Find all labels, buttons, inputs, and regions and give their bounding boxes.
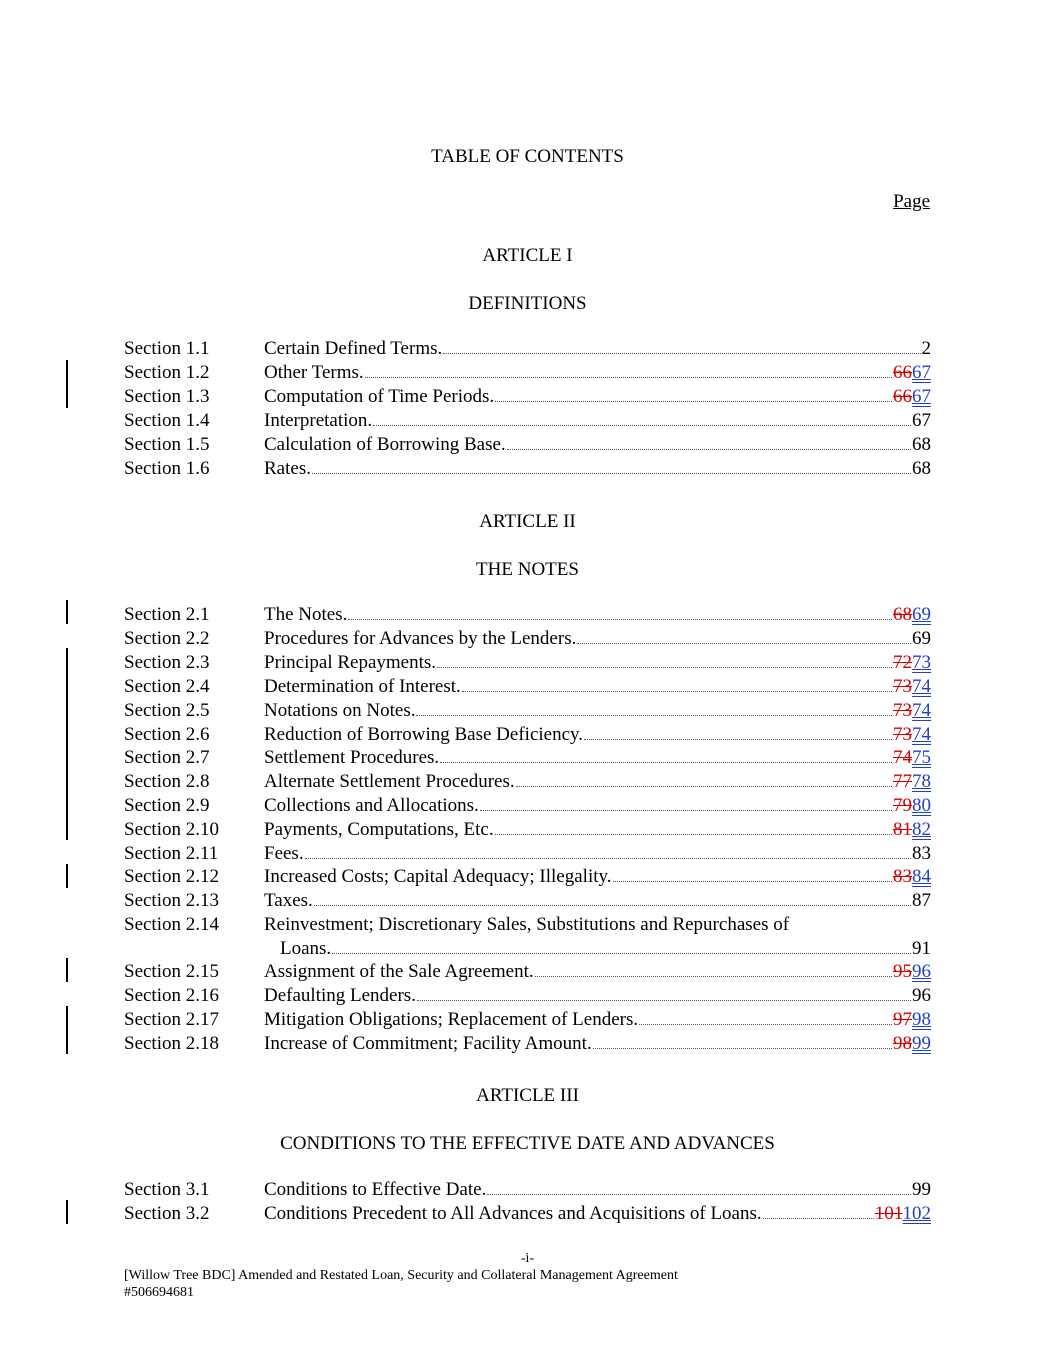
dot-leader bbox=[365, 361, 892, 378]
section-number: Section 2.5 bbox=[124, 700, 210, 721]
section-number: Section 2.9 bbox=[124, 795, 210, 816]
article-label: ARTICLE I bbox=[482, 245, 573, 266]
page-number: 68 bbox=[912, 458, 931, 479]
deleted-page-number: 101 bbox=[874, 1203, 903, 1224]
section-number: Section 1.6 bbox=[124, 458, 210, 479]
dot-leader bbox=[305, 842, 911, 859]
dot-leader bbox=[417, 984, 911, 1001]
article-heading: DEFINITIONS bbox=[468, 293, 587, 314]
deleted-page-number: 68 bbox=[893, 604, 912, 625]
dot-leader bbox=[495, 385, 892, 402]
page-number: 83 bbox=[912, 843, 931, 864]
inserted-page-number: 69 bbox=[912, 604, 931, 625]
toc-entry[interactable] bbox=[124, 960, 931, 984]
dot-leader bbox=[516, 770, 892, 787]
toc-entry[interactable] bbox=[124, 746, 931, 770]
page-column-label: Page bbox=[893, 191, 930, 212]
dot-leader bbox=[584, 723, 892, 740]
page-number: 67 bbox=[912, 410, 931, 431]
section-number: Section 2.3 bbox=[124, 652, 210, 673]
dot-leader bbox=[332, 937, 911, 954]
section-number: Section 1.3 bbox=[124, 386, 210, 407]
section-title: Procedures for Advances by the Lenders. bbox=[264, 628, 577, 649]
section-title: Assignment of the Sale Agreement. bbox=[264, 961, 534, 982]
deleted-page-number: 73 bbox=[893, 676, 912, 697]
deleted-page-number: 95 bbox=[893, 961, 912, 982]
section-title-continued: Loans. bbox=[280, 938, 332, 959]
section-number: Section 1.4 bbox=[124, 410, 210, 431]
section-number: Section 2.2 bbox=[124, 628, 210, 649]
section-title: Interpretation. bbox=[264, 410, 373, 431]
inserted-page-number: 84 bbox=[912, 866, 931, 887]
section-number: Section 1.2 bbox=[124, 362, 210, 383]
section-number: Section 2.12 bbox=[124, 866, 219, 887]
toc-entry[interactable] bbox=[124, 842, 931, 866]
page-number: 87 bbox=[912, 890, 931, 911]
deleted-page-number: 77 bbox=[893, 771, 912, 792]
section-title: Determination of Interest. bbox=[264, 676, 461, 697]
dot-leader bbox=[613, 865, 892, 882]
page-number: 99 bbox=[912, 1179, 931, 1200]
footer-document-title: [Willow Tree BDC] Amended and Restated Loan, Security and Collateral Management Agreement bbox=[124, 1268, 678, 1283]
deleted-page-number: 72 bbox=[893, 652, 912, 673]
section-title: Alternate Settlement Procedures. bbox=[264, 771, 515, 792]
deleted-page-number: 98 bbox=[893, 1033, 912, 1054]
section-number: Section 2.8 bbox=[124, 771, 210, 792]
section-title: Settlement Procedures. bbox=[264, 747, 440, 768]
article-label: ARTICLE III bbox=[476, 1085, 579, 1106]
inserted-page-number: 67 bbox=[912, 362, 931, 383]
toc-entry[interactable] bbox=[124, 651, 931, 675]
section-number: Section 2.4 bbox=[124, 676, 210, 697]
toc-entry[interactable] bbox=[124, 1178, 931, 1202]
page-number: 68 bbox=[912, 434, 931, 455]
dot-leader bbox=[577, 627, 911, 644]
section-title: Reinvestment; Discretionary Sales, Substitutions and Repurchases of bbox=[264, 914, 790, 935]
section-title: Fees. bbox=[264, 843, 304, 864]
toc-entry[interactable] bbox=[124, 675, 931, 699]
dot-leader bbox=[763, 1202, 874, 1219]
inserted-page-number: 78 bbox=[912, 771, 931, 792]
inserted-page-number: 82 bbox=[912, 819, 931, 840]
footer-doc-id: #506694681 bbox=[124, 1285, 194, 1300]
section-number: Section 2.17 bbox=[124, 1009, 219, 1030]
change-bar bbox=[66, 360, 68, 408]
section-title: Rates. bbox=[264, 458, 311, 479]
inserted-page-number: 73 bbox=[912, 652, 931, 673]
deleted-page-number: 73 bbox=[893, 700, 912, 721]
change-bar bbox=[66, 600, 68, 624]
section-number: Section 3.2 bbox=[124, 1203, 210, 1224]
section-title: The Notes. bbox=[264, 604, 348, 625]
toc-entry[interactable] bbox=[124, 794, 931, 818]
toc-entry[interactable] bbox=[124, 603, 931, 627]
toc-entry-continuation[interactable] bbox=[124, 937, 931, 961]
toc-entry[interactable] bbox=[124, 627, 931, 651]
section-number: Section 1.5 bbox=[124, 434, 210, 455]
section-number: Section 2.16 bbox=[124, 985, 219, 1006]
inserted-page-number: 102 bbox=[902, 1203, 931, 1224]
deleted-page-number: 97 bbox=[893, 1009, 912, 1030]
toc-entry[interactable] bbox=[124, 818, 931, 842]
section-title: Payments, Computations, Etc. bbox=[264, 819, 494, 840]
inserted-page-number: 74 bbox=[912, 676, 931, 697]
dot-leader bbox=[443, 337, 920, 354]
dot-leader bbox=[507, 433, 911, 450]
inserted-page-number: 99 bbox=[912, 1033, 931, 1054]
section-title: Increased Costs; Capital Adequacy; Illegality. bbox=[264, 866, 612, 887]
section-title: Certain Defined Terms. bbox=[264, 338, 443, 359]
deleted-page-number: 66 bbox=[893, 386, 912, 407]
deleted-page-number: 66 bbox=[893, 362, 912, 383]
inserted-page-number: 96 bbox=[912, 961, 931, 982]
section-title: Reduction of Borrowing Base Deficiency. bbox=[264, 724, 584, 745]
section-number: Section 2.18 bbox=[124, 1033, 219, 1054]
toc-entry[interactable] bbox=[124, 770, 931, 794]
toc-entry[interactable] bbox=[124, 723, 931, 747]
section-number: Section 2.10 bbox=[124, 819, 219, 840]
dot-leader bbox=[480, 794, 892, 811]
toc-entry[interactable] bbox=[124, 1008, 931, 1032]
section-title: Mitigation Obligations; Replacement of Lenders. bbox=[264, 1009, 639, 1030]
section-number: Section 2.15 bbox=[124, 961, 219, 982]
article-heading: THE NOTES bbox=[476, 559, 579, 580]
inserted-page-number: 74 bbox=[912, 700, 931, 721]
toc-entry[interactable] bbox=[124, 1032, 931, 1056]
section-number: Section 2.1 bbox=[124, 604, 210, 625]
dot-leader bbox=[312, 457, 911, 474]
change-bar bbox=[66, 1006, 68, 1054]
dot-leader bbox=[416, 699, 892, 716]
footer-page-number: -i- bbox=[520, 1251, 535, 1266]
section-number: Section 2.11 bbox=[124, 843, 219, 864]
page-number: 69 bbox=[912, 628, 931, 649]
section-title: Conditions Precedent to All Advances and Acquisitions of Loans. bbox=[264, 1203, 762, 1224]
inserted-page-number: 75 bbox=[912, 747, 931, 768]
change-bar bbox=[66, 1200, 68, 1224]
deleted-page-number: 83 bbox=[893, 866, 912, 887]
dot-leader bbox=[348, 603, 892, 620]
section-title: Taxes. bbox=[264, 890, 313, 911]
change-bar bbox=[66, 864, 68, 888]
section-title: Collections and Allocations. bbox=[264, 795, 479, 816]
article-label: ARTICLE II bbox=[479, 511, 576, 532]
section-number: Section 2.13 bbox=[124, 890, 219, 911]
change-bar bbox=[66, 648, 68, 840]
dot-leader bbox=[535, 960, 892, 977]
section-number: Section 2.6 bbox=[124, 724, 210, 745]
dot-leader bbox=[373, 409, 911, 426]
dot-leader bbox=[437, 651, 892, 668]
section-title: Principal Repayments. bbox=[264, 652, 437, 673]
page-number: 96 bbox=[912, 985, 931, 1006]
article-heading: CONDITIONS TO THE EFFECTIVE DATE AND ADVANCES bbox=[280, 1133, 775, 1154]
section-number: Section 1.1 bbox=[124, 338, 210, 359]
dot-leader bbox=[314, 889, 911, 906]
section-title: Increase of Commitment; Facility Amount. bbox=[264, 1033, 592, 1054]
section-title: Notations on Notes. bbox=[264, 700, 416, 721]
toc-entry[interactable] bbox=[124, 337, 931, 361]
section-number: Section 2.7 bbox=[124, 747, 210, 768]
toc-entry[interactable] bbox=[124, 457, 931, 481]
inserted-page-number: 98 bbox=[912, 1009, 931, 1030]
inserted-page-number: 67 bbox=[912, 386, 931, 407]
toc-entry[interactable] bbox=[124, 699, 931, 723]
section-number: Section 2.14 bbox=[124, 914, 219, 935]
inserted-page-number: 74 bbox=[912, 724, 931, 745]
section-title: Conditions to Effective Date. bbox=[264, 1179, 487, 1200]
deleted-page-number: 73 bbox=[893, 724, 912, 745]
toc-entry[interactable] bbox=[124, 385, 931, 409]
dot-leader bbox=[495, 818, 892, 835]
deleted-page-number: 79 bbox=[893, 795, 912, 816]
dot-leader bbox=[462, 675, 892, 692]
section-title: Computation of Time Periods. bbox=[264, 386, 495, 407]
change-bar bbox=[66, 958, 68, 982]
page-number: 2 bbox=[921, 338, 931, 359]
deleted-page-number: 74 bbox=[893, 747, 912, 768]
section-title: Calculation of Borrowing Base. bbox=[264, 434, 506, 455]
toc-entry[interactable] bbox=[124, 984, 931, 1008]
dot-leader bbox=[639, 1008, 892, 1025]
dot-leader bbox=[440, 746, 892, 763]
dot-leader bbox=[593, 1032, 892, 1049]
toc-entry[interactable] bbox=[124, 433, 931, 457]
toc-entry[interactable] bbox=[124, 1202, 931, 1226]
toc-entry[interactable] bbox=[124, 913, 931, 937]
toc-title: TABLE OF CONTENTS bbox=[431, 146, 624, 167]
deleted-page-number: 81 bbox=[893, 819, 912, 840]
dot-leader bbox=[487, 1178, 911, 1195]
page-number: 91 bbox=[912, 938, 931, 959]
section-number: Section 3.1 bbox=[124, 1179, 210, 1200]
toc-entry[interactable] bbox=[124, 889, 931, 913]
section-title: Defaulting Lenders. bbox=[264, 985, 416, 1006]
toc-entry[interactable] bbox=[124, 361, 931, 385]
toc-entry[interactable] bbox=[124, 865, 931, 889]
inserted-page-number: 80 bbox=[912, 795, 931, 816]
toc-entry[interactable] bbox=[124, 409, 931, 433]
section-title: Other Terms. bbox=[264, 362, 364, 383]
